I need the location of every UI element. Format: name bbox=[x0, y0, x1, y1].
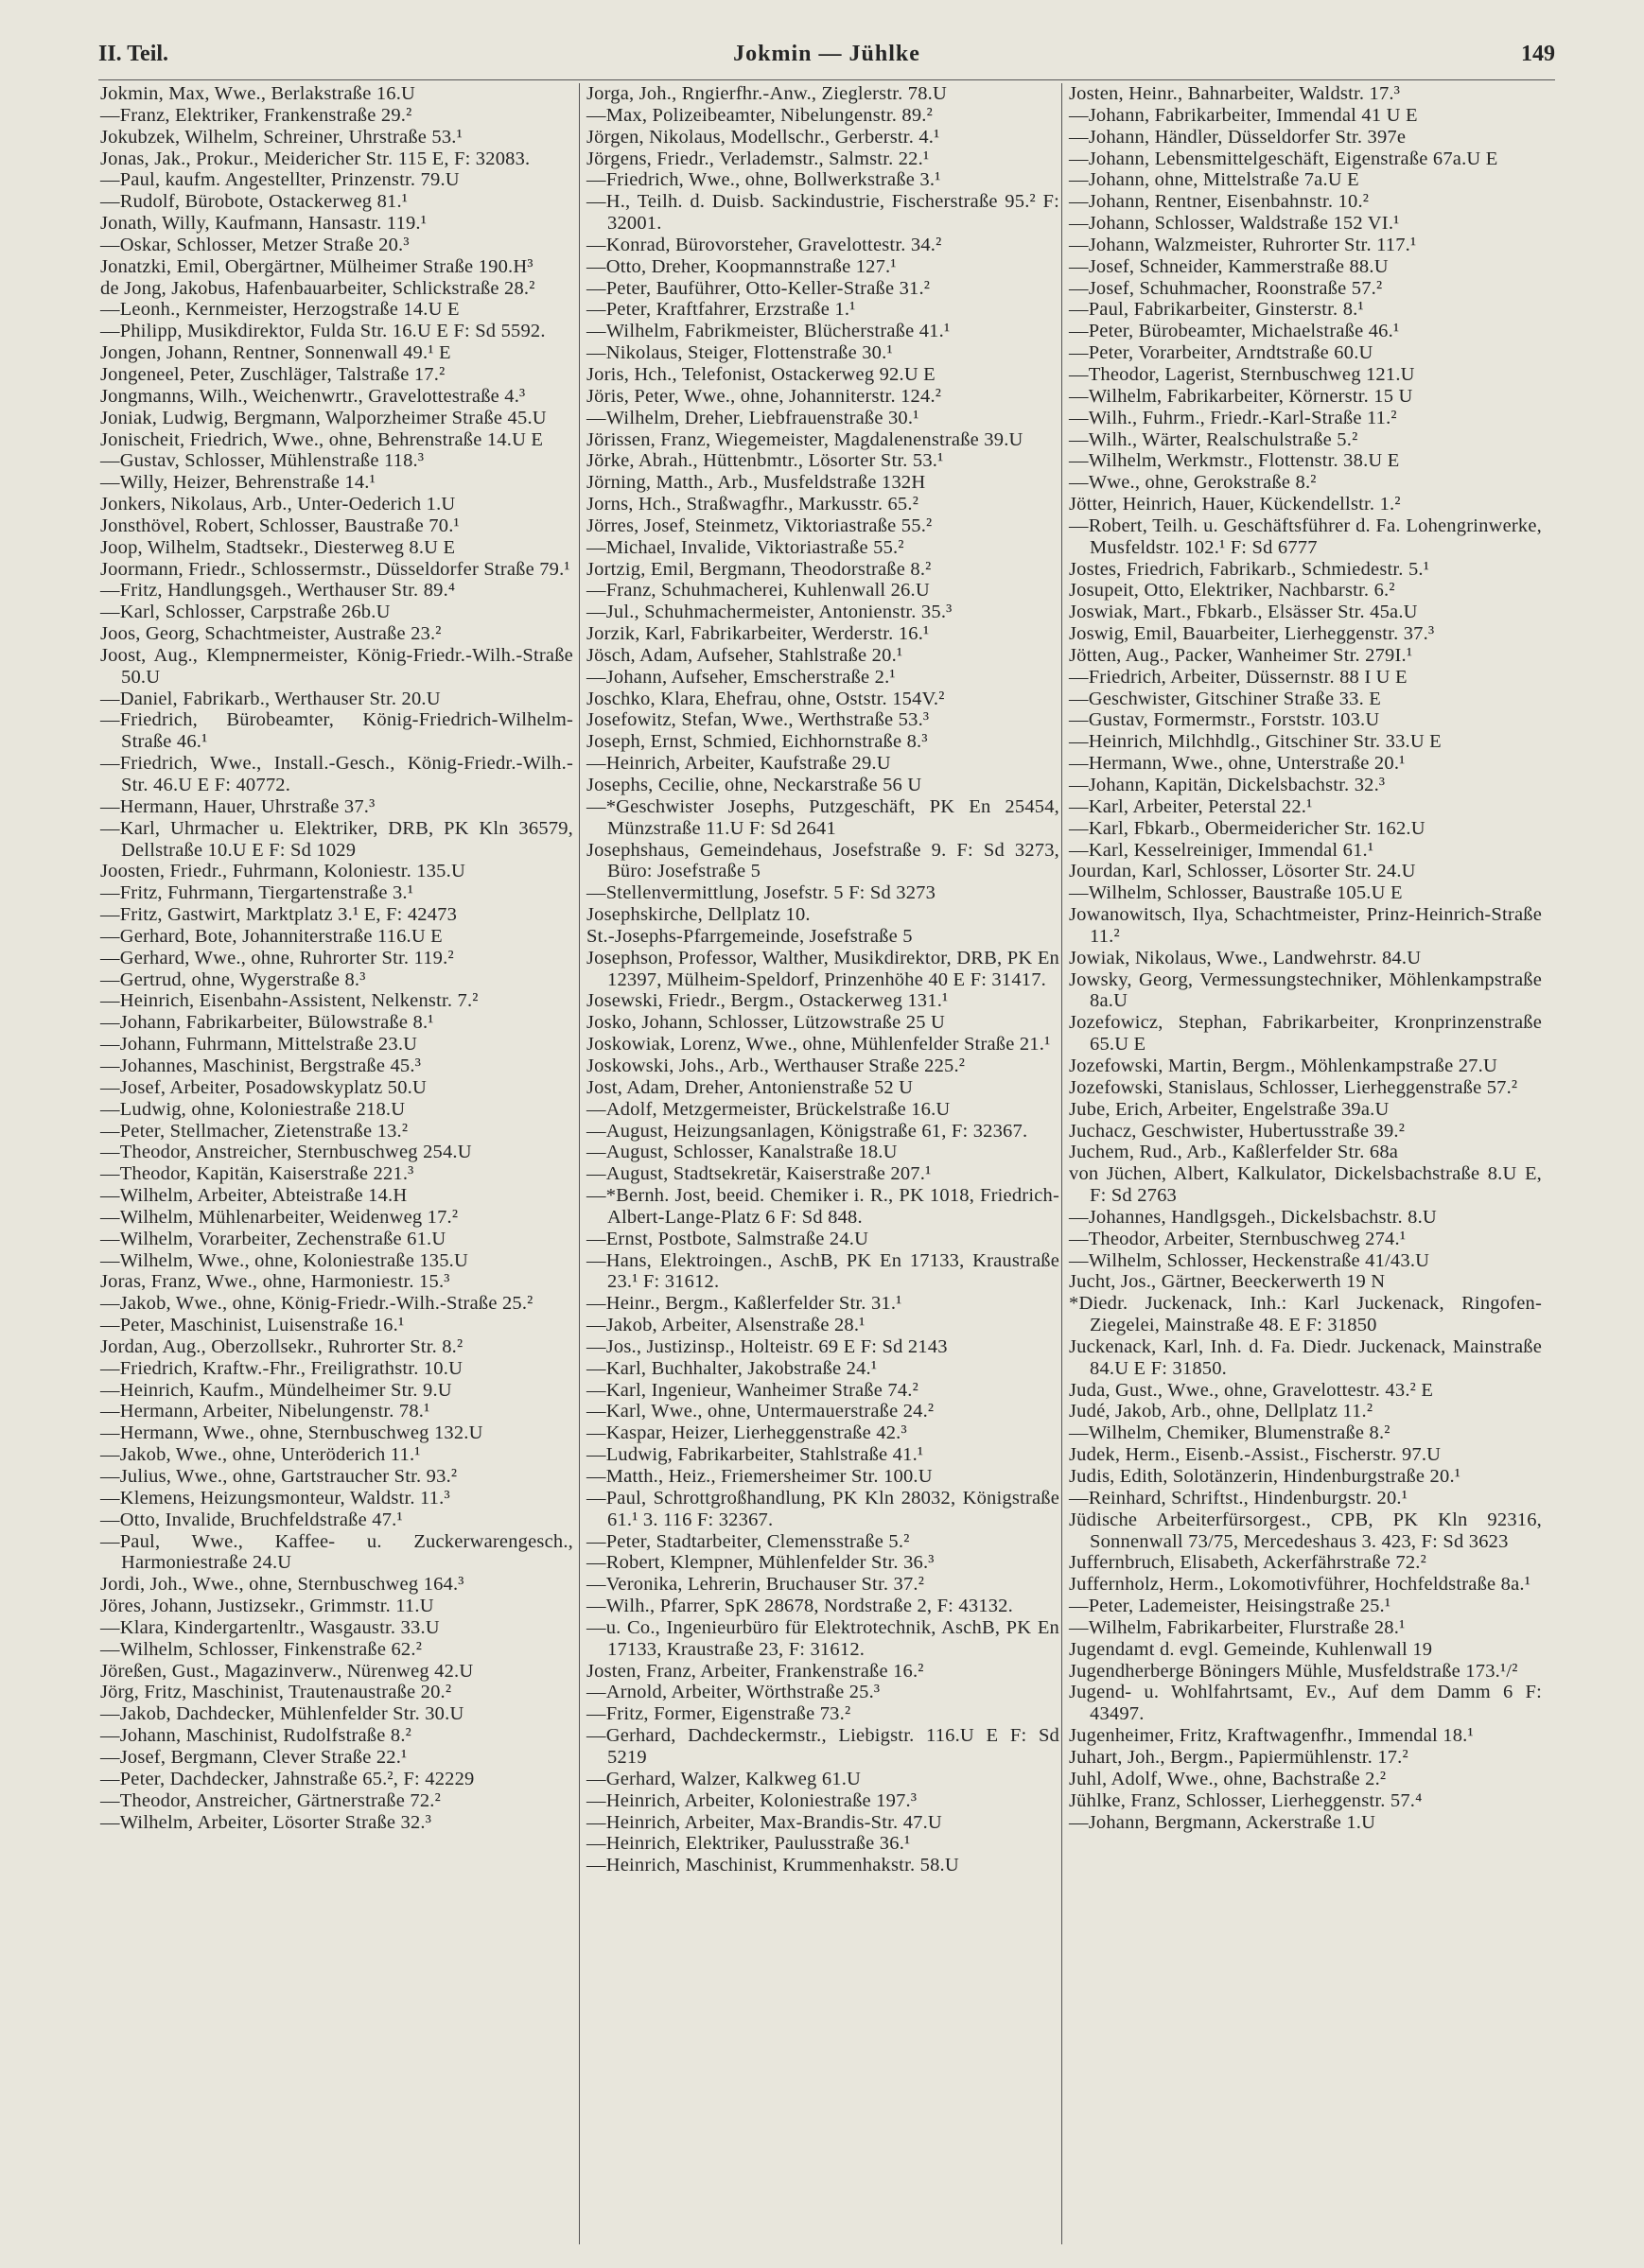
directory-entry: —Gertrud, ohne, Wygerstraße 8.³ bbox=[100, 968, 366, 990]
directory-entry: —Karl, Wwe., ohne, Untermauerstraße 24.² bbox=[586, 1401, 935, 1422]
directory-entry: —Johann, Walzmeister, Ruhrorter Str. 117.¹ bbox=[1069, 234, 1417, 255]
directory-entry: —Friedrich, Arbeiter, Düssernstr. 88 I U E bbox=[1069, 666, 1408, 688]
directory-entry: —Hermann, Arbeiter, Nibelungenstr. 78.¹ bbox=[100, 1401, 430, 1422]
directory-entry: —Adolf, Metzgermeister, Brückelstraße 16.U bbox=[586, 1098, 951, 1120]
directory-entry: —Wilhelm, Werkmstr., Flottenstr. 38.U E bbox=[1069, 450, 1400, 472]
directory-entry: —Fritz, Gastwirt, Marktplatz 3.¹ E, F: 42473 bbox=[100, 904, 458, 926]
directory-entry: —Johannes, Handlgsgeh., Dickelsbachstr. 8.U bbox=[1069, 1206, 1437, 1228]
directory-entry: Jörg, Fritz, Maschinist, Trautenaustraße 20.² bbox=[100, 1682, 452, 1703]
directory-entry: —Peter, Bauführer, Otto-Keller-Straße 31.² bbox=[586, 277, 931, 299]
directory-entry: —Jul., Schuhmachermeister, Antonienstr. 35.³ bbox=[586, 602, 953, 623]
directory-entry: —Theodor, Anstreicher, Sternbuschweg 254.U bbox=[100, 1142, 472, 1163]
directory-entry: Jourdan, Karl, Schlosser, Lösorter Str. 24.U bbox=[1069, 861, 1416, 882]
directory-entry: —Franz, Schuhmacherei, Kuhlenwall 26.U bbox=[586, 580, 930, 602]
directory-entry: Jozefowicz, Stephan, Fabrikarbeiter, Kronprinzenstraße 65.U E bbox=[1069, 1012, 1542, 1055]
directory-entry: Josten, Heinr., Bahnarbeiter, Waldstr. 17.³ bbox=[1069, 83, 1401, 104]
directory-entry: —Peter, Stellmacher, Zietenstraße 13.² bbox=[100, 1120, 409, 1142]
directory-entry: Juffernbruch, Elisabeth, Ackerfährstraße 72.² bbox=[1069, 1552, 1426, 1574]
directory-entry: —Wilhelm, Arbeiter, Abteistraße 14.H bbox=[100, 1185, 408, 1207]
directory-entry: Joswiak, Mart., Fbkarb., Elsässer Str. 45a.U bbox=[1069, 602, 1418, 623]
directory-entry: Jordi, Joh., Wwe., ohne, Sternbuschweg 164.³ bbox=[100, 1574, 464, 1596]
directory-entry: Joskowski, Johs., Arb., Werthauser Straße 225.² bbox=[586, 1055, 966, 1076]
directory-entry: —Josef, Bergmann, Clever Straße 22.¹ bbox=[100, 1746, 408, 1768]
directory-entry: —Gustav, Formermstr., Forststr. 103.U bbox=[1069, 709, 1380, 731]
directory-entry: —Otto, Dreher, Koopmannstraße 127.¹ bbox=[586, 255, 897, 277]
directory-entry: —Johann, Lebensmittelgeschäft, Eigenstraße 67a.U E bbox=[1069, 148, 1498, 169]
directory-entry: *Diedr. Juckenack, Inh.: Karl Juckenack, Ringofen-Ziegelei, Mainstraße 48. E F: 31850 bbox=[1069, 1293, 1542, 1336]
directory-entry: Judé, Jakob, Arb., ohne, Dellplatz 11.² bbox=[1069, 1401, 1373, 1422]
directory-entry: —Johann, Schlosser, Waldstraße 152 VI.¹ bbox=[1069, 213, 1400, 235]
directory-entry: —Karl, Ingenieur, Wanheimer Straße 74.² bbox=[586, 1379, 918, 1401]
directory-entry: —Friedrich, Wwe., Install.-Gesch., König-Friedr.-Wilh.-Str. 46.U E F: 40772. bbox=[100, 753, 573, 795]
directory-entry: Jokmin, Max, Wwe., Berlakstraße 16.U bbox=[100, 83, 416, 104]
directory-entry: —Johann, Bergmann, Ackerstraße 1.U bbox=[1069, 1811, 1376, 1833]
directory-entry: Judek, Herm., Eisenb.-Assist., Fischerstr. 97.U bbox=[1069, 1444, 1442, 1466]
directory-entry: —Theodor, Anstreicher, Gärtnerstraße 72.² bbox=[100, 1789, 441, 1811]
directory-entry: Jube, Erich, Arbeiter, Engelstraße 39a.U bbox=[1069, 1098, 1390, 1120]
directory-entry: —Wilhelm, Dreher, Liebfrauenstraße 30.¹ bbox=[586, 407, 919, 428]
directory-entry: —August, Heizungsanlagen, Königstraße 61, F: 32367. bbox=[586, 1120, 1028, 1142]
directory-entry: Jühlke, Franz, Schlosser, Lierheggenstr. 57.⁴ bbox=[1069, 1789, 1423, 1811]
directory-entry: —Wilhelm, Chemiker, Blumenstraße 8.² bbox=[1069, 1422, 1390, 1444]
directory-entry: —Nikolaus, Steiger, Flottenstraße 30.¹ bbox=[586, 342, 893, 364]
directory-entry: —Wilh., Wärter, Realschulstraße 5.² bbox=[1069, 428, 1358, 450]
directory-entry: —Robert, Teilh. u. Geschäftsführer d. Fa. Lohengrinwerke, Musfeldstr. 102.¹ F: Sd 6777 bbox=[1069, 515, 1542, 558]
directory-entry: Jötter, Heinrich, Hauer, Kückendellstr. 1.² bbox=[1069, 494, 1401, 515]
page-range-title: Jokmin — Jühlke bbox=[733, 42, 920, 66]
directory-entry: —Heinrich, Arbeiter, Koloniestraße 197.³ bbox=[586, 1789, 918, 1811]
directory-entry: —Klara, Kindergartenltr., Wasgaustr. 33.U bbox=[100, 1616, 440, 1638]
directory-entry: —Peter, Dachdecker, Jahnstraße 65.², F: 42229 bbox=[100, 1768, 475, 1789]
directory-entry: Jorga, Joh., Rngierfhr.-Anw., Zieglerstr. 78.U bbox=[586, 83, 947, 104]
directory-entry: Jokubzek, Wilhelm, Schreiner, Uhrstraße 53.¹ bbox=[100, 126, 463, 148]
directory-entry: —Paul, Fabrikarbeiter, Ginsterstr. 8.¹ bbox=[1069, 299, 1364, 321]
directory-entry: —Hermann, Wwe., ohne, Sternbuschweg 132.U bbox=[100, 1422, 483, 1444]
directory-entry: —Rudolf, Bürobote, Ostackerweg 81.¹ bbox=[100, 191, 409, 213]
directory-entry: —August, Schlosser, Kanalstraße 18.U bbox=[586, 1142, 898, 1163]
directory-entry: Joskowiak, Lorenz, Wwe., ohne, Mühlenfelder Straße 21.¹ bbox=[586, 1034, 1051, 1055]
directory-entry: —u. Co., Ingenieurbüro für Elektrotechnik, AschB, PK En 17133, Kraustraße 23, F: 31612. bbox=[586, 1616, 1059, 1660]
directory-entry: Jonatzki, Emil, Obergärtner, Mülheimer Straße 190.H³ bbox=[100, 255, 533, 277]
directory-entry: —Peter, Vorarbeiter, Arndtstraße 60.U bbox=[1069, 342, 1373, 364]
directory-entry: —Julius, Wwe., ohne, Gartstraucher Str. 93.² bbox=[100, 1466, 458, 1487]
directory-entry: —Konrad, Bürovorsteher, Gravelottestr. 34.² bbox=[586, 234, 942, 255]
directory-entry: —Willy, Heizer, Behrenstraße 14.¹ bbox=[100, 472, 376, 494]
directory-entry: Jüdische Arbeiterfürsorgest., CPB, PK Kln 92316, Sonnenwall 73/75, Mercedeshaus 3. 423, F: Sd 3623 bbox=[1069, 1509, 1542, 1552]
directory-entry: Jowiak, Nikolaus, Wwe., Landwehrstr. 84.U bbox=[1069, 947, 1422, 968]
directory-entry: —Friedrich, Wwe., ohne, Bollwerkstraße 3.¹ bbox=[586, 169, 941, 191]
directory-entry: —H., Teilh. d. Duisb. Sackindustrie, Fischerstraße 95.² F: 32001. bbox=[586, 191, 1059, 235]
directory-entry: —Karl, Uhrmacher u. Elektriker, DRB, PK Kln 36579, Dellstraße 10.U E F: Sd 1029 bbox=[100, 817, 573, 861]
directory-entry: —Theodor, Arbeiter, Sternbuschweg 274.¹ bbox=[1069, 1228, 1407, 1249]
directory-entry: —Gerhard, Bote, Johanniterstraße 116.U E bbox=[100, 925, 443, 947]
directory-entry: —Robert, Klempner, Mühlenfelder Str. 36.³ bbox=[586, 1552, 935, 1574]
directory-entry: Jöris, Peter, Wwe., ohne, Johanniterstr. 124.² bbox=[586, 385, 942, 407]
directory-entry: —Friedrich, Bürobeamter, König-Friedrich-Wilhelm-Straße 46.¹ bbox=[100, 709, 573, 753]
directory-entry: Joswig, Emil, Bauarbeiter, Lierheggenstr. 37.³ bbox=[1069, 623, 1435, 645]
directory-entry: Jörgens, Friedr., Verlademstr., Salmstr. 22.¹ bbox=[586, 148, 930, 169]
directory-entry: Jörgen, Nikolaus, Modellschr., Gerberstr. 4.¹ bbox=[586, 126, 940, 148]
directory-entry: —Johannes, Maschinist, Bergstraße 45.³ bbox=[100, 1055, 422, 1076]
directory-entry: Jösch, Adam, Aufseher, Stahlstraße 20.¹ bbox=[586, 644, 903, 666]
directory-entry: Josupeit, Otto, Elektriker, Nachbarstr. 6.² bbox=[1069, 580, 1395, 602]
directory-entry: Jorns, Hch., Straßwagfhr., Markusstr. 65.² bbox=[586, 494, 919, 515]
directory-entry: —Johann, Aufseher, Emscherstraße 2.¹ bbox=[586, 666, 896, 688]
directory-entry: —Johann, Händler, Düsseldorfer Str. 397e bbox=[1069, 126, 1407, 148]
directory-entry: —Friedrich, Kraftw.-Fhr., Freiligrathstr. 10.U bbox=[100, 1357, 463, 1379]
directory-entry: —Paul, Wwe., Kaffee- u. Zuckerwarengesch., Harmoniestraße 24.U bbox=[100, 1530, 573, 1574]
directory-entry: —Stellenvermittlung, Josefstr. 5 F: Sd 3273 bbox=[586, 882, 936, 904]
directory-entry: Joseph, Ernst, Schmied, Eichhornstraße 8.³ bbox=[586, 731, 928, 753]
header-divider bbox=[98, 79, 1555, 80]
directory-entry: Joras, Franz, Wwe., ohne, Harmoniestr. 15.³ bbox=[100, 1271, 450, 1293]
directory-entry: —Heinrich, Milchhdlg., Gitschiner Str. 33.U E bbox=[1069, 731, 1442, 753]
directory-entry: —Matth., Heiz., Friemersheimer Str. 100.U bbox=[586, 1466, 933, 1487]
directory-entry: Juhart, Joh., Bergm., Papiermühlenstr. 17.² bbox=[1069, 1746, 1408, 1768]
directory-entry: Jöres, Johann, Justizsekr., Grimmstr. 11.U bbox=[100, 1596, 434, 1617]
directory-entry: Jonsthövel, Robert, Schlosser, Baustraße 70.¹ bbox=[100, 515, 460, 536]
directory-entry: —Michael, Invalide, Viktoriastraße 55.² bbox=[586, 536, 904, 558]
directory-entry: Jörning, Matth., Arb., Musfeldstraße 132H bbox=[586, 472, 926, 494]
directory-entry: —Ludwig, Fabrikarbeiter, Stahlstraße 41.¹ bbox=[586, 1444, 924, 1466]
directory-entry: —Fritz, Fuhrmann, Tiergartenstraße 3.¹ bbox=[100, 882, 414, 904]
directory-entry: Juchem, Rud., Arb., Kaßlerfelder Str. 68a bbox=[1069, 1142, 1399, 1163]
directory-entry: —Veronika, Lehrerin, Bruchauser Str. 37.² bbox=[586, 1574, 925, 1596]
directory-entry: —Max, Polizeibeamter, Nibelungenstr. 89.² bbox=[586, 104, 933, 126]
directory-entry: Jongen, Johann, Rentner, Sonnenwall 49.¹ E bbox=[100, 342, 451, 364]
directory-column-3 bbox=[1069, 83, 1542, 1833]
directory-entry: —Wilhelm, Schlosser, Baustraße 105.U E bbox=[1069, 882, 1403, 904]
directory-entry: —Paul, Schrottgroßhandlung, PK Kln 28032, Königstraße 61.¹ 3. 116 F: 32367. bbox=[586, 1487, 1059, 1530]
directory-entry: —Otto, Invalide, Bruchfeldstraße 47.¹ bbox=[100, 1509, 403, 1530]
directory-entry: Jostes, Friedrich, Fabrikarb., Schmiedestr. 5.¹ bbox=[1069, 558, 1430, 580]
directory-entry: —Wilhelm, Fabrikarbeiter, Körnerstr. 15 U bbox=[1069, 385, 1413, 407]
directory-entry: —Klemens, Heizungsmonteur, Waldstr. 11.³ bbox=[100, 1487, 450, 1509]
directory-entry: —Josef, Schuhmacher, Roonstraße 57.² bbox=[1069, 277, 1383, 299]
directory-entry: —*Bernh. Jost, beeid. Chemiker i. R., PK 1018, Friedrich-Albert-Lange-Platz 6 F: Sd 848. bbox=[586, 1185, 1059, 1228]
directory-entry: —Franz, Elektriker, Frankenstraße 29.² bbox=[100, 104, 412, 126]
directory-entry: Jugendherberge Böningers Mühle, Musfeldstraße 173.¹/² bbox=[1069, 1660, 1518, 1682]
directory-entry: —Ludwig, ohne, Koloniestraße 218.U bbox=[100, 1098, 406, 1120]
directory-entry: —Johann, ohne, Mittelstraße 7a.U E bbox=[1069, 169, 1359, 191]
directory-entry: —Jos., Justizinsp., Holteistr. 69 E F: Sd 2143 bbox=[586, 1335, 948, 1357]
directory-entry: —Hermann, Hauer, Uhrstraße 37.³ bbox=[100, 795, 376, 817]
directory-entry: —Geschwister, Gitschiner Straße 33. E bbox=[1069, 688, 1381, 709]
page-number: 149 bbox=[1521, 42, 1555, 66]
directory-entry: Jongmanns, Wilh., Weichenwrtr., Gravelottestraße 4.³ bbox=[100, 385, 526, 407]
directory-entry: von Jüchen, Albert, Kalkulator, Dickelsbachstraße 8.U E, F: Sd 2763 bbox=[1069, 1163, 1542, 1207]
directory-entry: —Heinrich, Kaufm., Mündelheimer Str. 9.U bbox=[100, 1379, 452, 1401]
directory-entry: —Karl, Fbkarb., Obermeidericher Str. 162.U bbox=[1069, 817, 1425, 839]
directory-entry: —*Geschwister Josephs, Putzgeschäft, PK En 25454, Münzstraße 11.U F: Sd 2641 bbox=[586, 795, 1059, 839]
directory-entry: —Karl, Buchhalter, Jakobstraße 24.¹ bbox=[586, 1357, 878, 1379]
directory-entry: —Wilh., Pfarrer, SpK 28678, Nordstraße 2, F: 43132. bbox=[586, 1596, 1013, 1617]
directory-entry: Juffernholz, Herm., Lokomotivführer, Hochfeldstraße 8a.¹ bbox=[1069, 1574, 1531, 1596]
directory-entry: Jonas, Jak., Prokur., Meidericher Str. 115 E, F: 32083. bbox=[100, 148, 531, 169]
directory-entry: —Johann, Fuhrmann, Mittelstraße 23.U bbox=[100, 1034, 418, 1055]
directory-entry: —Fritz, Handlungsgeh., Werthauser Str. 89.⁴ bbox=[100, 580, 456, 602]
directory-entry: —Wilhelm, Arbeiter, Lösorter Straße 32.³ bbox=[100, 1811, 432, 1833]
directory-entry: —Hermann, Wwe., ohne, Unterstraße 20.¹ bbox=[1069, 753, 1406, 775]
directory-entry: Jötten, Aug., Packer, Wanheimer Str. 279I.¹ bbox=[1069, 644, 1413, 666]
directory-entry: —Leonh., Kernmeister, Herzogstraße 14.U E bbox=[100, 299, 460, 321]
directory-entry: —August, Stadtsekretär, Kaiserstraße 207.¹ bbox=[586, 1163, 932, 1185]
directory-entry: Jugenheimer, Fritz, Kraftwagenfhr., Immendal 18.¹ bbox=[1069, 1725, 1474, 1747]
directory-entry: —Jakob, Wwe., ohne, König-Friedr.-Wilh.-Straße 25.² bbox=[100, 1293, 533, 1315]
directory-entry: Jucht, Jos., Gärtner, Beeckerwerth 19 N bbox=[1069, 1271, 1386, 1293]
page-header bbox=[98, 42, 1555, 74]
directory-entry: —Wwe., ohne, Gerokstraße 8.² bbox=[1069, 472, 1317, 494]
directory-entry: Joost, Aug., Klempnermeister, König-Friedr.-Wilh.-Straße 50.U bbox=[100, 644, 573, 688]
directory-entry: —Heinrich, Arbeiter, Kaufstraße 29.U bbox=[586, 753, 891, 775]
directory-entry: —Josef, Schneider, Kammerstraße 88.U bbox=[1069, 255, 1389, 277]
directory-entry: Josephson, Professor, Walther, Musikdirektor, DRB, PK En 12397, Mülheim-Speldorf, Prinzenhöhe 40 E F: 31417. bbox=[586, 947, 1059, 990]
directory-entry: Juchacz, Geschwister, Hubertusstraße 39.² bbox=[1069, 1120, 1406, 1142]
directory-entry: Juhl, Adolf, Wwe., ohne, Bachstraße 2.² bbox=[1069, 1768, 1387, 1789]
directory-entry: de Jong, Jakobus, Hafenbauarbeiter, Schlickstraße 28.² bbox=[100, 277, 535, 299]
directory-entry: —Philipp, Musikdirektor, Fulda Str. 16.U E F: Sd 5592. bbox=[100, 321, 546, 342]
directory-entry: —Ernst, Postbote, Salmstraße 24.U bbox=[586, 1228, 869, 1249]
directory-entry: —Johann, Fabrikarbeiter, Bülowstraße 8.¹ bbox=[100, 1012, 434, 1034]
directory-entry: Jugendamt d. evgl. Gemeinde, Kuhlenwall 19 bbox=[1069, 1638, 1433, 1660]
directory-entry: Juckenack, Karl, Inh. d. Fa. Diedr. Juckenack, Mainstraße 84.U E F: 31850. bbox=[1069, 1335, 1542, 1379]
directory-entry: Josefowitz, Stefan, Wwe., Werthstraße 53.³ bbox=[586, 709, 930, 731]
directory-entry: —Daniel, Fabrikarb., Werthauser Str. 20.U bbox=[100, 688, 441, 709]
directory-entry: —Peter, Lademeister, Heisingstraße 25.¹ bbox=[1069, 1596, 1391, 1617]
directory-entry: Joormann, Friedr., Schlossermstr., Düsseldorfer Straße 79.¹ bbox=[100, 558, 570, 580]
directory-entry: Joop, Wilhelm, Stadtsekr., Diesterweg 8.U E bbox=[100, 536, 456, 558]
directory-entry: —Jakob, Wwe., ohne, Unteröderich 11.¹ bbox=[100, 1444, 421, 1466]
directory-entry: Josephs, Cecilie, ohne, Neckarstraße 56 U bbox=[586, 775, 922, 795]
directory-entry: Jonischeit, Friedrich, Wwe., ohne, Behrenstraße 14.U E bbox=[100, 428, 544, 450]
directory-entry: Jörres, Josef, Steinmetz, Viktoriastraße 55.² bbox=[586, 515, 933, 536]
directory-entry: Judis, Edith, Solotänzerin, Hindenburgstraße 20.¹ bbox=[1069, 1466, 1461, 1487]
directory-entry: —Gustav, Schlosser, Mühlenstraße 118.³ bbox=[100, 450, 425, 472]
directory-entry: Joris, Hch., Telefonist, Ostackerweg 92.U E bbox=[586, 363, 936, 385]
directory-entry: —Kaspar, Heizer, Lierheggenstraße 42.³ bbox=[586, 1422, 907, 1444]
directory-entry: —Johann, Maschinist, Rudolfstraße 8.² bbox=[100, 1725, 411, 1747]
directory-entry: —Jakob, Dachdecker, Mühlenfelder Str. 30.U bbox=[100, 1703, 464, 1725]
directory-entry: Jowsky, Georg, Vermessungstechniker, Möhlenkampstraße 8a.U bbox=[1069, 968, 1542, 1012]
directory-column-2 bbox=[586, 83, 1059, 1876]
directory-entry: Jonath, Willy, Kaufmann, Hansastr. 119.¹ bbox=[100, 213, 428, 235]
directory-entry: —Heinrich, Arbeiter, Max-Brandis-Str. 47.U bbox=[586, 1811, 942, 1833]
directory-column-1 bbox=[100, 83, 573, 1833]
directory-entry: —Jakob, Arbeiter, Alsenstraße 28.¹ bbox=[586, 1315, 866, 1336]
directory-entry: Joosten, Friedr., Fuhrmann, Koloniestr. 135.U bbox=[100, 861, 465, 882]
directory-entry: Jöreßen, Gust., Magazinverw., Nürenweg 42.U bbox=[100, 1660, 474, 1682]
directory-entry: Josephskirche, Dellplatz 10. bbox=[586, 904, 811, 926]
directory-entry: —Fritz, Former, Eigenstraße 73.² bbox=[586, 1703, 851, 1725]
directory-entry: —Peter, Stadtarbeiter, Clemensstraße 5.² bbox=[586, 1530, 910, 1552]
column-divider bbox=[579, 83, 580, 2244]
directory-entry: Josewski, Friedr., Bergm., Ostackerweg 131.¹ bbox=[586, 990, 949, 1012]
directory-entry: —Gerhard, Dachdeckermstr., Liebigstr. 116.U E F: Sd 5219 bbox=[586, 1725, 1059, 1768]
directory-entry: —Wilh., Fuhrm., Friedr.-Karl-Straße 11.² bbox=[1069, 407, 1397, 428]
directory-entry: —Reinhard, Schriftst., Hindenburgstr. 20.¹ bbox=[1069, 1487, 1408, 1509]
directory-entry: —Johann, Kapitän, Dickelsbachstr. 32.³ bbox=[1069, 775, 1386, 795]
directory-entry: Jozefowski, Stanislaus, Schlosser, Lierheggenstraße 57.² bbox=[1069, 1076, 1518, 1098]
directory-entry: Jowanowitsch, Ilya, Schachtmeister, Prinz-Heinrich-Straße 11.² bbox=[1069, 904, 1542, 947]
directory-entry: —Wilhelm, Fabrikarbeiter, Flurstraße 28.¹ bbox=[1069, 1616, 1406, 1638]
directory-entry: —Heinrich, Maschinist, Krummenhakstr. 58.U bbox=[586, 1855, 959, 1876]
directory-entry: —Johann, Fabrikarbeiter, Immendal 41 U E bbox=[1069, 104, 1418, 126]
directory-entry: Josephshaus, Gemeindehaus, Josefstraße 9. F: Sd 3273, Büro: Josefstraße 5 bbox=[586, 839, 1059, 882]
directory-entry: Jugend- u. Wohlfahrtsamt, Ev., Auf dem Damm 6 F: 43497. bbox=[1069, 1682, 1542, 1725]
directory-entry: —Karl, Arbeiter, Peterstal 22.¹ bbox=[1069, 795, 1313, 817]
directory-entry: Jordan, Aug., Oberzollsekr., Ruhrorter Str. 8.² bbox=[100, 1335, 463, 1357]
directory-entry: —Heinrich, Elektriker, Paulusstraße 36.¹ bbox=[586, 1833, 911, 1855]
directory-entry: —Oskar, Schlosser, Metzer Straße 20.³ bbox=[100, 234, 410, 255]
directory-entry: —Wilhelm, Vorarbeiter, Zechenstraße 61.U bbox=[100, 1228, 446, 1249]
directory-entry: —Wilhelm, Fabrikmeister, Blücherstraße 41.¹ bbox=[586, 321, 951, 342]
directory-entry: —Karl, Schlosser, Carpstraße 26b.U bbox=[100, 602, 391, 623]
directory-entry: —Arnold, Arbeiter, Wörthstraße 25.³ bbox=[586, 1682, 881, 1703]
directory-entry: —Paul, kaufm. Angestellter, Prinzenstr. 79.U bbox=[100, 169, 460, 191]
directory-entry: —Gerhard, Wwe., ohne, Ruhrorter Str. 119.² bbox=[100, 947, 454, 968]
directory-entry: St.-Josephs-Pfarrgemeinde, Josefstraße 5 bbox=[586, 925, 913, 947]
directory-entry: —Josef, Arbeiter, Posadowskyplatz 50.U bbox=[100, 1076, 427, 1098]
directory-entry: Jörke, Abrah., Hüttenbmtr., Lösorter Str. 53.¹ bbox=[586, 450, 944, 472]
directory-entry: Jörissen, Franz, Wiegemeister, Magdalenenstraße 39.U bbox=[586, 428, 1023, 450]
directory-entry: Jongeneel, Peter, Zuschläger, Talstraße 17.² bbox=[100, 363, 446, 385]
directory-entry: —Wilhelm, Schlosser, Heckenstraße 41/43.U bbox=[1069, 1249, 1430, 1271]
directory-entry: Juda, Gust., Wwe., ohne, Gravelottestr. 43.² E bbox=[1069, 1379, 1434, 1401]
directory-entry: Josko, Johann, Schlosser, Lützowstraße 25 U bbox=[586, 1012, 946, 1034]
directory-entry: Jozefowski, Martin, Bergm., Möhlenkampstraße 27.U bbox=[1069, 1055, 1497, 1076]
directory-entry: Joschko, Klara, Ehefrau, ohne, Oststr. 154V.² bbox=[586, 688, 945, 709]
directory-entry: Jorzik, Karl, Fabrikarbeiter, Werderstr. 16.¹ bbox=[586, 623, 930, 645]
directory-entry: Joniak, Ludwig, Bergmann, Walporzheimer Straße 45.U bbox=[100, 407, 547, 428]
directory-entry: Jortzig, Emil, Bergmann, Theodorstraße 8.² bbox=[586, 558, 932, 580]
directory-entry: Jonkers, Nikolaus, Arb., Unter-Oederich 1.U bbox=[100, 494, 456, 515]
directory-entry: —Wilhelm, Wwe., ohne, Koloniestraße 135.U bbox=[100, 1249, 469, 1271]
directory-entry: Joos, Georg, Schachtmeister, Austraße 23.² bbox=[100, 623, 442, 645]
directory-entry: —Heinr., Bergm., Kaßlerfelder Str. 31.¹ bbox=[586, 1293, 902, 1315]
directory-entry: —Peter, Bürobeamter, Michaelstraße 46.¹ bbox=[1069, 321, 1400, 342]
directory-entry: —Johann, Rentner, Eisenbahnstr. 10.² bbox=[1069, 191, 1370, 213]
directory-entry: Jost, Adam, Dreher, Antonienstraße 52 U bbox=[586, 1076, 914, 1098]
directory-entry: —Hans, Elektroingen., AschB, PK En 17133, Kraustraße 23.¹ F: 31612. bbox=[586, 1249, 1059, 1293]
directory-entry: —Heinrich, Eisenbahn-Assistent, Nelkenstr. 7.² bbox=[100, 990, 479, 1012]
directory-entry: —Peter, Maschinist, Luisenstraße 16.¹ bbox=[100, 1315, 405, 1336]
directory-entry: —Wilhelm, Schlosser, Finkenstraße 62.² bbox=[100, 1638, 423, 1660]
column-divider bbox=[1061, 83, 1062, 2244]
section-label: II. Teil. bbox=[98, 42, 169, 66]
directory-entry: —Gerhard, Walzer, Kalkweg 61.U bbox=[586, 1768, 862, 1789]
directory-entry: —Peter, Kraftfahrer, Erzstraße 1.¹ bbox=[586, 299, 856, 321]
directory-entry: —Theodor, Kapitän, Kaiserstraße 221.³ bbox=[100, 1163, 414, 1185]
directory-entry: Josten, Franz, Arbeiter, Frankenstraße 16.² bbox=[586, 1660, 924, 1682]
directory-entry: —Theodor, Lagerist, Sternbuschweg 121.U bbox=[1069, 363, 1415, 385]
directory-entry: —Karl, Kesselreiniger, Immendal 61.¹ bbox=[1069, 839, 1374, 861]
directory-entry: —Wilhelm, Mühlenarbeiter, Weidenweg 17.² bbox=[100, 1206, 459, 1228]
